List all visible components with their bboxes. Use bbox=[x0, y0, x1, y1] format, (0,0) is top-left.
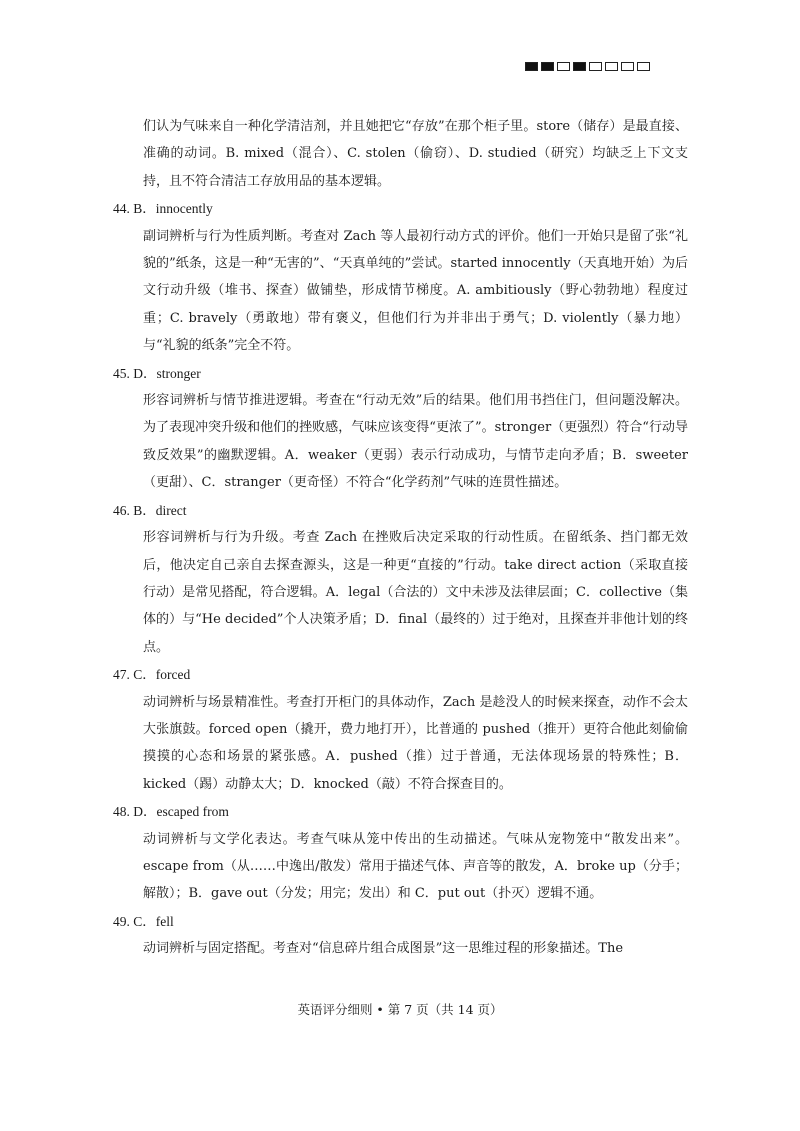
answer-item-44 bbox=[113, 195, 688, 359]
answer-heading bbox=[113, 661, 688, 688]
answer-heading bbox=[113, 497, 688, 524]
item-explanation: 动词辨析与文学化表达。考查气味从笼中传出的生动描述。气味从宠物笼中“散发出来”。escape from（从……中逸出/散发）常用于描述气体、声音等的散发，A．broke up（分手；解散）；B．gave out（分发；用完；发出）和 C．put out（扑灭）逻辑不通。 bbox=[143, 831, 688, 902]
item-explanation: 动词辨析与场景精准性。考查打开柜门的具体动作，Zach 是趁没人的时候来探查，动作不会太大张旗鼓。forced open（撬开，费力地打开），比普通的 pushed（推开）更符合他此刻偷偷摸摸的心态和场景的紧张感。A．pushed（推）过于普通，无法体现场景的特殊性；B．kicked（踢）动静太大；D．knocked（敲）不符合探查目的。 bbox=[143, 694, 688, 792]
progress-mark bbox=[621, 62, 634, 71]
item-explanation: 形容词辨析与情节推进逻辑。考查在“行动无效”后的结果。他们用书挡住门，但问题没解决。为了表现冲突升级和他们的挫败感，气味应该变得“更浓了”。stronger（更强烈）符合“行动导致反效果”的幽默逻辑。A．weaker（更弱）表示行动成功，与情节走向矛盾；B．sweeter（更甜）、C．stranger（更奇怪）不符合“化学药剂”气味的连贯性描述。 bbox=[143, 393, 688, 491]
page-progress-marks bbox=[525, 62, 650, 71]
item-answer: B．innocently bbox=[133, 201, 213, 217]
item-answer: B．direct bbox=[133, 502, 187, 518]
item-number: 49. bbox=[113, 913, 130, 929]
page-footer: 英语评分细则 • 第 7 页（共 14 页） bbox=[297, 1002, 503, 1017]
progress-mark bbox=[605, 62, 618, 71]
answer-item-49 bbox=[113, 908, 688, 963]
item-answer: C．forced bbox=[133, 667, 191, 683]
item-answer: C．fell bbox=[133, 913, 174, 929]
item-answer: D．stronger bbox=[133, 365, 201, 381]
answer-item-45 bbox=[113, 360, 688, 497]
item-explanation: 副词辨析与行为性质判断。考查对 Zach 等人最初行动方式的评价。他们一开始只是留了张“礼貌的”纸条，这是一种“无害的”、“天真单纯的”尝试。started innocently（天真地开始）为后文行动升级（堆书、探查）做铺垫，形成情节梯度。A. ambitiously（野心勃勃地）程度过重；C. bravely（勇敢地）带有褒义，但他们行为并非出于勇气；D. violently（暴力地）与“礼貌的纸条”完全不符。 bbox=[143, 228, 688, 354]
progress-mark bbox=[573, 62, 586, 71]
answer-heading bbox=[113, 908, 688, 935]
item-explanation: 动词辨析与固定搭配。考查对“信息碎片组合成图景”这一思维过程的形象描述。The bbox=[143, 941, 624, 957]
answer-heading bbox=[113, 360, 688, 387]
item-number: 47. bbox=[113, 667, 130, 683]
progress-mark bbox=[589, 62, 602, 71]
intro-paragraph: 们认为气味来自一种化学清洁剂，并且她把它“存放”在那个柜子里。store（储存）是最直接、准确的动词。B. mixed（混合）、C. stolen（偷窃）、D. studied（研究）均缺乏上下文支持，且不符合清洁工存放用品的基本逻辑。 bbox=[143, 119, 688, 189]
document-body bbox=[113, 113, 688, 963]
answer-heading bbox=[113, 195, 688, 222]
answer-item-47 bbox=[113, 661, 688, 798]
item-explanation: 形容词辨析与行为升级。考查 Zach 在挫败后决定采取的行动性质。在留纸条、挡门都无效后，他决定自己亲自去探查源头，这是一种更“直接的”行动。take direct action（采取直接行动）是常见搭配，符合逻辑。A．legal（合法的）文中未涉及法律层面；C．collective（集体的）与“He decided”个人决策矛盾；D．final（最终的）过于绝对，且探查并非他计划的终点。 bbox=[143, 530, 688, 655]
progress-mark bbox=[541, 62, 554, 71]
item-answer: D．escaped from bbox=[133, 804, 229, 820]
item-number: 46. bbox=[113, 502, 130, 518]
progress-mark bbox=[525, 62, 538, 71]
progress-mark bbox=[637, 62, 650, 71]
item-number: 44. bbox=[113, 201, 130, 217]
item-number: 45. bbox=[113, 365, 130, 381]
answer-heading bbox=[113, 798, 688, 825]
answer-item-48 bbox=[113, 798, 688, 908]
answer-item-46 bbox=[113, 497, 688, 661]
progress-mark bbox=[557, 62, 570, 71]
item-number: 48. bbox=[113, 804, 130, 820]
